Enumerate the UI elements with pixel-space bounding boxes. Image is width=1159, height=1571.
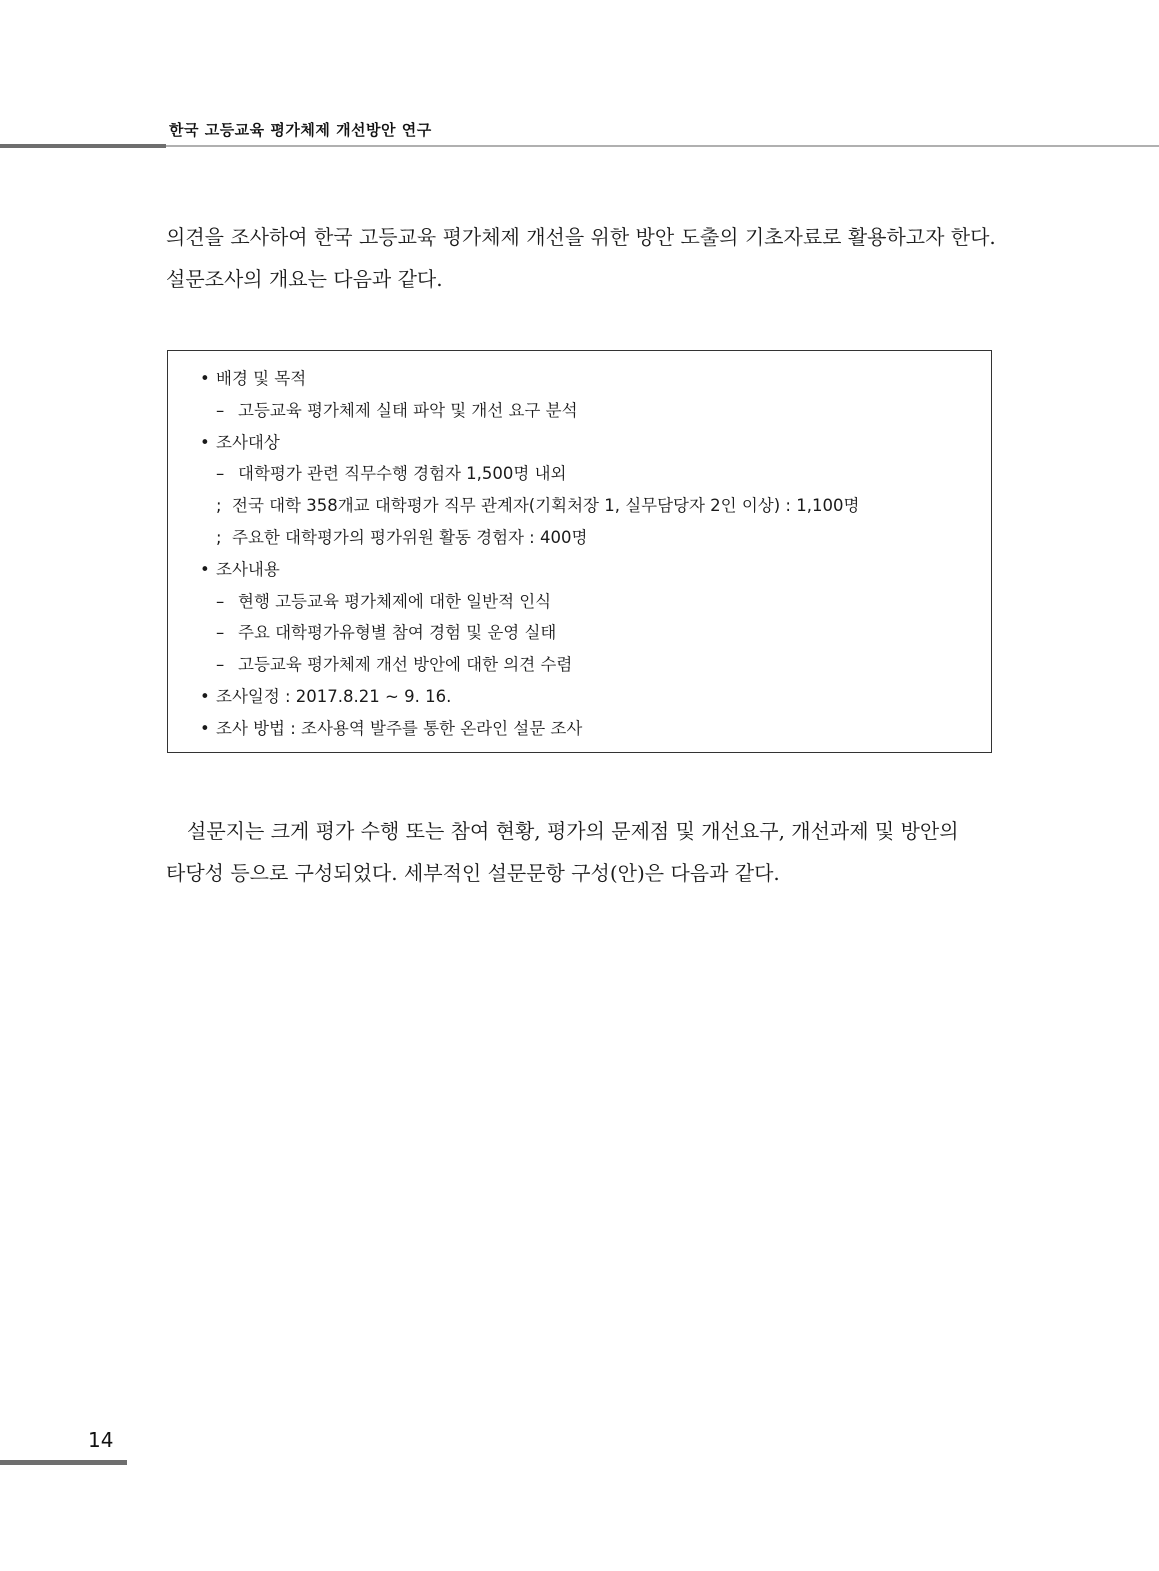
survey-summary-box	[167, 350, 992, 753]
summary-subitem	[168, 617, 859, 649]
summary-subitem	[168, 586, 859, 618]
summary-note	[168, 490, 859, 522]
dash-marker: –	[216, 623, 225, 643]
summary-item-text: 고등교육 평가체제 실태 파악 및 개선 요구 분석	[238, 400, 578, 420]
intro-paragraph	[166, 216, 996, 300]
bullet-marker: •	[200, 686, 210, 706]
dash-marker: –	[216, 400, 225, 420]
footer-rule	[0, 1460, 127, 1465]
summary-item-text: 조사 방법 : 조사용역 발주를 통한 온라인 설문 조사	[216, 718, 583, 738]
closing-line-1: 설문지는 크게 평가 수행 또는 참여 현황, 평가의 문제점 및 개선요구, 개선과제 및 방안의	[187, 819, 959, 843]
dash-marker: –	[216, 655, 225, 675]
summary-item-content	[168, 554, 859, 586]
summary-item-method	[168, 713, 859, 745]
running-header-title: 한국 고등교육 평가체제 개선방안 연구	[169, 121, 432, 139]
summary-item-text: 주요 대학평가유형별 참여 경험 및 운영 실태	[238, 623, 557, 643]
bullet-marker: •	[200, 369, 210, 388]
summary-item-text: 배경 및 목적	[216, 369, 307, 388]
intro-line-1: 의견을 조사하여 한국 고등교육 평가체제 개선을 위한 방안 도출의 기초자료로 활용하고자 한다.	[166, 225, 996, 249]
summary-item-target	[168, 427, 859, 459]
semicolon-marker: ;	[216, 527, 222, 547]
summary-item-purpose	[168, 363, 859, 395]
intro-line-2: 설문조사의 개요는 다음과 같다.	[166, 267, 443, 291]
bullet-marker: •	[200, 559, 210, 579]
semicolon-marker: ;	[216, 496, 222, 516]
closing-line-2: 타당성 등으로 구성되었다. 세부적인 설문문항 구성(안)은 다음과 같다.	[166, 861, 780, 885]
summary-subitem	[168, 395, 859, 427]
bullet-marker: •	[200, 718, 210, 738]
dash-marker: –	[216, 591, 225, 611]
summary-item-text: 조사대상	[216, 432, 280, 452]
dash-marker: –	[216, 464, 225, 484]
closing-paragraph	[166, 810, 996, 894]
summary-item-text: 전국 대학 358개교 대학평가 직무 관계자(기획처장 1, 실무담당자 2인 이상) : 1,100명	[232, 496, 860, 516]
page-number: 14	[88, 1428, 114, 1452]
summary-item-text: 대학평가 관련 직무수행 경험자 1,500명 내외	[238, 464, 567, 484]
summary-note	[168, 522, 859, 554]
survey-summary-list	[168, 363, 859, 745]
bullet-marker: •	[200, 432, 210, 452]
summary-item-text: 조사일정 : 2017.8.21 ~ 9. 16.	[216, 686, 452, 706]
summary-subitem	[168, 649, 859, 681]
summary-subitem	[168, 458, 859, 490]
summary-item-text: 조사내용	[216, 559, 280, 579]
summary-item-schedule	[168, 681, 859, 713]
summary-item-text: 현행 고등교육 평가체제에 대한 일반적 인식	[238, 591, 552, 611]
summary-item-text: 고등교육 평가체제 개선 방안에 대한 의견 수렴	[238, 655, 573, 675]
summary-item-text: 주요한 대학평가의 평가위원 활동 경험자 : 400명	[232, 527, 588, 547]
header-rule	[166, 145, 1159, 147]
header-rule-accent	[0, 144, 166, 148]
